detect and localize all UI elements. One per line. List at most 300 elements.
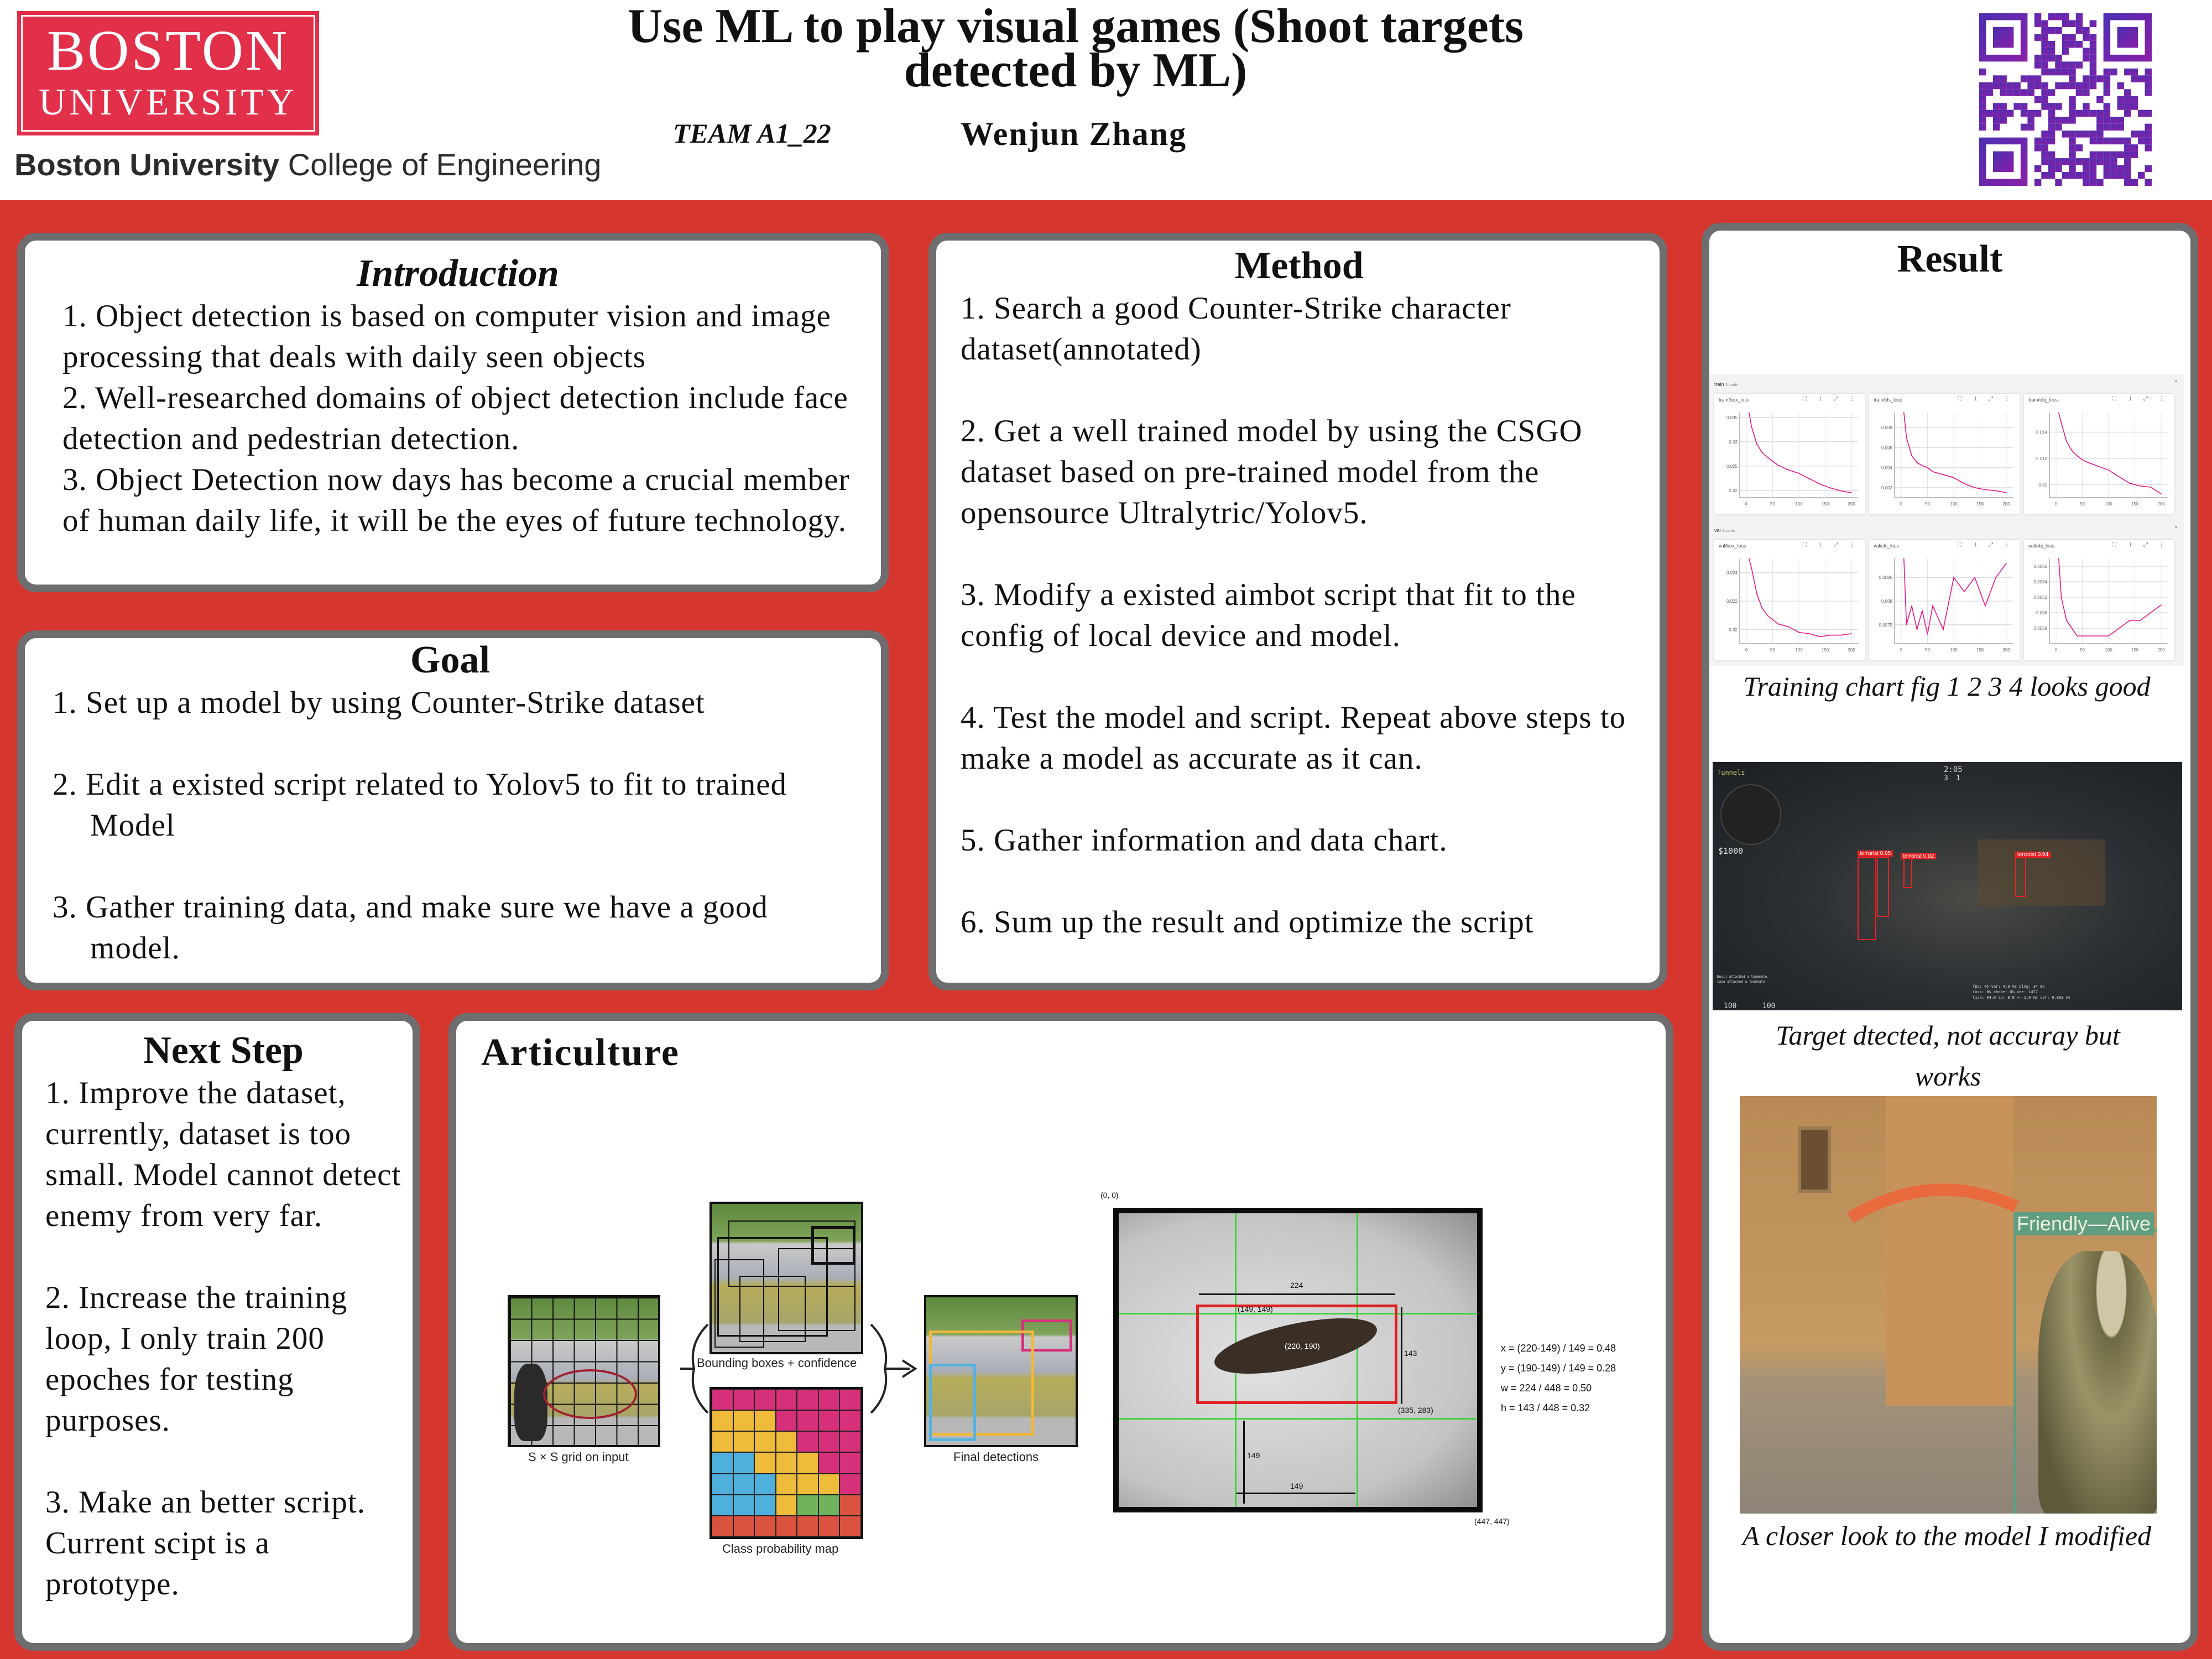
y-tick-label: 0.02 [1729,627,1738,633]
list-item: 4. Test the model and script. Repeat above steps to make a model as accurate as it can. [961,700,1626,776]
data-point [1788,469,1789,471]
x-tick-label: 200 [2157,502,2165,507]
class-cell [712,1410,733,1431]
method-list [961,288,1637,943]
class-cell [776,1410,797,1431]
y-tick-label: 0.03 [1729,439,1738,445]
y-tick-label: 0.022 [1726,599,1738,604]
closeup-caption: A closer look to the model I modified [1742,1520,2152,1551]
data-point [1851,492,1852,493]
data-point [1762,608,1763,609]
class-cell [733,1495,755,1516]
data-point [1995,577,1996,578]
data-point [1809,633,1810,634]
pin-icon[interactable]: ⊥ [2128,542,2133,548]
class-cell [818,1474,840,1495]
data-point [1851,633,1852,634]
data-point [1906,437,1907,438]
class-cell [797,1410,818,1431]
chart-card [2024,540,2174,660]
class-cell [818,1431,840,1452]
class-cell [818,1452,840,1473]
data-point [2077,455,2078,456]
data-point [2006,563,2007,564]
class-cell [818,1410,840,1431]
x-tick-label: 0 [2054,648,2058,653]
y-tick-label: 0.004 [1881,465,1892,471]
list-item: 1. Object detection is based on computer vision and image processing that deals with daily seen objects [62,299,831,374]
class-cell [754,1389,776,1410]
data-point [1985,489,1986,491]
data-point [1772,619,1773,620]
class-cell [839,1431,861,1452]
bird-center-label: (220, 190) [1285,1342,1320,1350]
data-point [1751,427,1752,428]
x-tick-label: 50 [1925,648,1930,653]
data-point [2119,476,2120,477]
game-detection-screenshot [1713,762,2182,1010]
data-point [1974,487,1975,488]
detection-label: terrorist 0.92 [1901,853,1936,859]
x-tick-label: 50 [1770,648,1775,653]
data-point [2077,635,2078,637]
classmap-label: Class probability map [722,1542,839,1556]
score-left: 3 [1944,774,1948,782]
data-point [2061,422,2062,424]
more-options-icon[interactable]: ⋮ [1849,396,1855,402]
list-item: 6. Sum up the result and optimize the script [961,905,1534,940]
method-heading: Method [1234,244,1364,287]
chart-plot [1869,409,2020,513]
class-cell [733,1474,755,1495]
class-cell [797,1431,818,1452]
final-detections-image [924,1295,1078,1447]
data-point [2098,635,2099,637]
data-point [2082,459,2083,460]
origin-label: (0, 0) [1100,1191,1119,1199]
chart-title: val/cls_loss [1874,543,1900,549]
class-cell [733,1431,755,1452]
x-tick-label: 150 [1976,648,1984,653]
class-cell [776,1516,797,1537]
data-point [1767,615,1768,616]
data-point [1932,471,1933,472]
list-item: 1. Improve the dataset, currently, dataset is too small. Model cannot detect enemy from very far. [45,1076,401,1233]
bird-offset-y-label: 149 [1247,1451,1260,1460]
chart-card [2024,394,2174,514]
training-chart-caption: Training chart fig 1 2 3 4 looks good [1743,671,2151,702]
data-point [1798,632,1799,633]
y-tick-label: 0.024 [1726,570,1738,576]
data-point [1756,444,1757,445]
bounding-boxes-image [709,1202,863,1354]
class-cell [839,1389,861,1410]
final-label: Final detections [953,1450,1039,1464]
class-cell [754,1516,776,1537]
class-cell [839,1474,861,1495]
closeup-screenshot [1740,1096,2157,1514]
boxes-label: Bounding boxes + confidence [697,1356,857,1370]
x-tick-label: 100 [1950,648,1958,653]
expand-data-icon[interactable]: ⛶ [2112,542,2116,548]
class-cell [754,1410,776,1431]
data-point [1932,606,1933,607]
list-item: 3. Gather training data, and make sure we have a good model. [53,890,768,966]
y-tick-label: 0.0066 [2033,564,2047,569]
class-cell [839,1495,861,1516]
class-cell [712,1431,733,1452]
data-point [2129,620,2130,621]
corner-label: (447, 447) [1474,1517,1510,1526]
data-point [2072,628,2073,629]
college-name-rest: College of Engineering [288,147,602,182]
data-point [1964,591,1965,592]
data-point [1751,568,1752,569]
friendly-label: Friendly—Alive [2013,1212,2154,1235]
pin-icon[interactable]: ⊥ [1818,396,1823,402]
bird-width-label: 224 [1290,1281,1303,1290]
val-section-name: val [1714,528,1721,533]
x-tick-label: 100 [2105,648,2112,653]
logo-line-2: UNIVERSITY [39,81,298,123]
introduction-heading: Introduction [357,252,559,295]
class-cell [754,1431,776,1452]
college-name-bold: Boston University [14,147,280,182]
x-tick-label: 150 [1976,502,1984,507]
x-tick-label: 100 [1795,648,1803,653]
val-card-count: 3 cards [1722,529,1735,533]
y-tick-label: 0.006 [2036,611,2047,615]
chart-title: train/obj_loss [2028,397,2058,403]
data-point [2061,597,2062,598]
chart-plot [2024,555,2174,659]
data-point [1819,484,1820,485]
equation-h: h = 143 / 448 = 0.32 [1501,1402,1590,1413]
next-step-panel [14,1013,420,1651]
soldier-shape [2038,1251,2157,1514]
expand-data-icon[interactable]: ⛶ [1958,542,1961,548]
x-tick-label: 100 [1950,502,1958,507]
data-point [2066,620,2067,621]
data-point [2087,462,2088,463]
equation-w: w = 224 / 448 = 0.50 [1501,1383,1592,1394]
y-tick-label: 0.014 [2036,430,2047,435]
x-tick-label: 0 [1745,502,1748,507]
health: 100 [1724,1002,1737,1010]
list-item: 5. Gather information and data chart. [961,823,1448,858]
x-tick-label: 200 [1848,502,1855,507]
more-options-icon[interactable]: ⋮ [2004,396,2010,402]
class-cell [818,1516,840,1537]
collapse-train-icon[interactable]: ^ [2174,379,2177,385]
data-point [2150,487,2151,488]
data-point [2129,483,2130,484]
fullscreen-icon[interactable]: ⤢ [2143,396,2148,402]
data-point [1840,635,1841,636]
x-tick-label: 50 [2080,502,2085,507]
class-cell [754,1495,776,1516]
net-graph-line: loss: 0% choke: 0% ver: 1477 [1973,990,2038,994]
list-item: 2. Well-researched domains of object detection include face detection and pedestrian detection. [62,380,848,456]
data-point [2161,604,2162,606]
list-item: 3. Make an better script. Current scipt is a prototype. [45,1485,366,1601]
class-probability-map [709,1387,863,1539]
x-tick-label: 0 [2054,502,2058,507]
loss-line [1749,413,1851,493]
y-tick-label: 0.025 [1726,463,1738,469]
x-tick-label: 150 [2131,648,2139,653]
data-point [2058,558,2059,559]
class-cell [712,1516,733,1537]
next-step-list [45,1073,401,1605]
grid-label: S × S grid on input [528,1450,629,1464]
train-section-label [1714,382,1738,387]
fullscreen-icon[interactable]: ⤢ [1989,542,1993,548]
class-cell [712,1389,733,1410]
equation-y: y = (190-149) / 149 = 0.28 [1501,1363,1616,1374]
data-point [1943,629,1944,630]
data-point [1830,635,1831,636]
pin-icon[interactable]: ⊥ [1973,396,1978,402]
grid-input-image [508,1295,660,1447]
author-name: Wenjun Zhang [961,116,1187,152]
data-point [1911,606,1912,607]
dog-box [929,1364,976,1441]
loss-line [1749,559,1851,637]
chat-line: Đuvii attacked a teammate. [1717,975,1769,979]
goal-list [53,682,848,969]
path-arrow-icon [1845,1179,2022,1229]
next-step-heading: Next Step [143,1029,304,1072]
data-point [1922,610,1923,611]
x-tick-label: 0 [1900,648,1903,653]
goal-panel [17,630,889,990]
y-tick-label: 0.0075 [1879,622,1892,628]
data-point [2087,635,2088,637]
chart-card [1869,540,2020,660]
class-cell [797,1452,818,1473]
bird-image [1113,1208,1483,1512]
y-tick-label: 0.01 [2038,482,2047,488]
data-point [1903,412,1905,413]
chart-title: train/cls_loss [1874,397,1903,403]
list-item: 2. Edit a existed script related to Yolov5 to fit to trained Model [53,767,787,843]
split-arrows-icon [677,1322,711,1416]
boston-university-logo [17,11,319,135]
data-point [1911,455,1912,456]
class-cell [776,1452,797,1473]
chart-plot [2024,409,2174,513]
data-point [1985,606,1986,607]
data-point [2072,450,2073,451]
data-point [1953,577,1954,578]
loss-line [1904,559,2006,634]
data-point [2108,635,2109,637]
y-tick-label: 0.012 [2036,456,2047,461]
list-item: 3. Object Detection now days has become a crucial member of human daily life, it will be the eyes of future technology. [62,462,850,538]
class-cell [839,1410,861,1431]
expand-data-icon[interactable]: ⛶ [1803,396,1807,402]
train-section-name: train [1714,382,1724,387]
poster-title: Use ML to play visual games (Shoot targets detected by ML) [627,0,1524,97]
class-cell [776,1431,797,1452]
data-point [1953,477,1954,478]
x-tick-label: 50 [2080,648,2085,653]
class-cell [733,1389,755,1410]
data-point [2006,492,2007,493]
more-options-icon[interactable]: ⋮ [2159,396,2164,402]
chart-card [1869,394,2020,514]
chart-card [1714,394,1865,514]
more-options-icon[interactable]: ⋮ [2004,542,2010,548]
class-cell [776,1474,797,1495]
data-point [1830,488,1831,489]
class-cell [818,1389,840,1410]
collapse-val-icon[interactable]: ^ [2174,525,2177,531]
pin-icon[interactable]: ⊥ [1818,542,1823,548]
fullscreen-icon[interactable]: ⤢ [2143,542,2148,548]
class-cell [839,1452,861,1473]
data-point [1917,462,1918,463]
class-cell [797,1389,818,1410]
class-cell [776,1389,797,1410]
class-cell [839,1516,861,1537]
equations [1501,1338,1616,1418]
game-caption: Target dtected, not accuray but works [1776,1020,2120,1092]
merge-arrows-icon [868,1322,921,1416]
data-point [2082,635,2083,637]
class-cell [712,1452,733,1473]
x-tick-label: 100 [1795,502,1803,507]
data-point [1927,467,1928,468]
qr-code-icon[interactable] [1979,11,2152,188]
chart-plot [1714,555,1865,659]
loss-line [2059,413,2161,494]
data-point [1917,629,1918,630]
x-tick-label: 100 [2105,502,2112,507]
pin-icon[interactable]: ⊥ [2128,396,2133,402]
data-point [2058,412,2059,413]
class-cell [818,1495,840,1516]
money: $1000 [1718,846,1744,856]
y-tick-label: 0.0058 [2033,626,2047,631]
train-card-count: 3 cards [1725,383,1738,387]
chart-title: train/box_loss [1719,397,1750,403]
more-options-icon[interactable]: ⋮ [2159,542,2164,548]
goal-heading: Goal [410,639,490,681]
expand-data-icon[interactable]: ⛶ [1958,396,1961,402]
data-point [1798,473,1799,474]
y-tick-label: 0.0085 [1879,575,1892,581]
more-options-icon[interactable]: ⋮ [1849,542,1855,548]
class-cell [776,1495,797,1516]
y-tick-label: 0.035 [1726,415,1738,420]
fullscreen-icon[interactable]: ⤢ [1834,396,1838,402]
expand-data-icon[interactable]: ⛶ [2112,396,2116,402]
x-tick-label: 150 [1821,648,1829,653]
armor: 100 [1762,1002,1776,1010]
class-cell [733,1410,755,1431]
x-tick-label: 200 [2002,648,2010,653]
data-point [1788,626,1789,627]
expand-data-icon[interactable]: ⛶ [1803,542,1807,548]
class-cell [712,1474,733,1495]
y-tick-label: 0.02 [1729,488,1738,493]
net-graph-line: tick: 64.0 sv: 8.8 +- 1.0 ms var: 0.003 ms [1973,995,2071,1000]
list-item: 1. Set up a model by using Counter-Strike dataset [53,685,705,720]
data-point [1903,558,1905,559]
training-charts [1710,374,2184,666]
chart-plot [1869,555,2020,659]
data-point [2108,469,2109,471]
class-cell [733,1516,755,1537]
y-tick-label: 0.0062 [2033,595,2047,600]
data-point [1772,461,1773,462]
val-section-label [1714,528,1735,533]
class-cell [733,1452,755,1473]
loss-line [1904,413,2006,493]
data-point [1756,593,1757,594]
fullscreen-icon[interactable]: ⤢ [1834,542,1838,548]
data-point [2161,493,2162,494]
result-heading: Result [1897,238,2003,280]
net-graph-line: fps: 45 var: 4.8 ms ping: 34 ms [1973,984,2045,989]
x-tick-label: 50 [1925,502,1930,507]
class-cell [754,1452,776,1473]
data-point [1777,465,1778,466]
list-item: 1. Search a good Counter-Strike character dataset(annotated) [961,291,1511,367]
introduction-panel [17,233,889,592]
x-tick-label: 150 [2131,502,2139,507]
y-tick-label: 0.008 [1881,599,1892,604]
bird-height-label: 143 [1404,1349,1417,1358]
data-point [1777,623,1778,624]
team-name: TEAM A1_22 [673,118,831,149]
data-point [1943,474,1944,476]
dog-shape [514,1364,547,1441]
data-point [1927,634,1928,635]
detection-box [1903,857,1912,888]
fullscreen-icon[interactable]: ⤢ [1989,396,1993,402]
pin-icon[interactable]: ⊥ [1973,542,1978,548]
introduction-list [62,296,853,541]
logo-line-1: BOSTON [46,19,290,82]
data-point [1767,457,1768,458]
x-tick-label: 0 [1900,502,1903,507]
class-cell [754,1474,776,1495]
data-point [1762,452,1763,453]
list-item: 3. Modify a existed aimbot script that fit to the config of local device and model. [961,577,1576,653]
chart-plot [1714,409,1865,513]
class-cell [797,1474,818,1495]
data-point [1749,558,1750,559]
data-point [1840,491,1841,492]
data-point [2140,486,2141,487]
data-point [1906,624,1907,625]
data-point [1809,478,1810,479]
map-name: Tunnels [1717,769,1745,776]
detection-box [1877,857,1889,917]
list-item: 2. Get a well trained model by using the CSGO dataset based on pre-trained model from the opensource Ultralytric/Yolov5. [961,414,1583,530]
bicycle-shape [543,1369,637,1419]
y-tick-label: 0.002 [1881,485,1892,491]
data-point [2098,466,2099,467]
y-tick-label: 0.0064 [2033,580,2047,585]
x-tick-label: 0 [1745,648,1748,653]
detection-label: terrorist 0.95 [1858,851,1893,857]
equation-x: x = (220-149) / 149 = 0.48 [1501,1343,1616,1354]
minimap [1720,784,1781,845]
